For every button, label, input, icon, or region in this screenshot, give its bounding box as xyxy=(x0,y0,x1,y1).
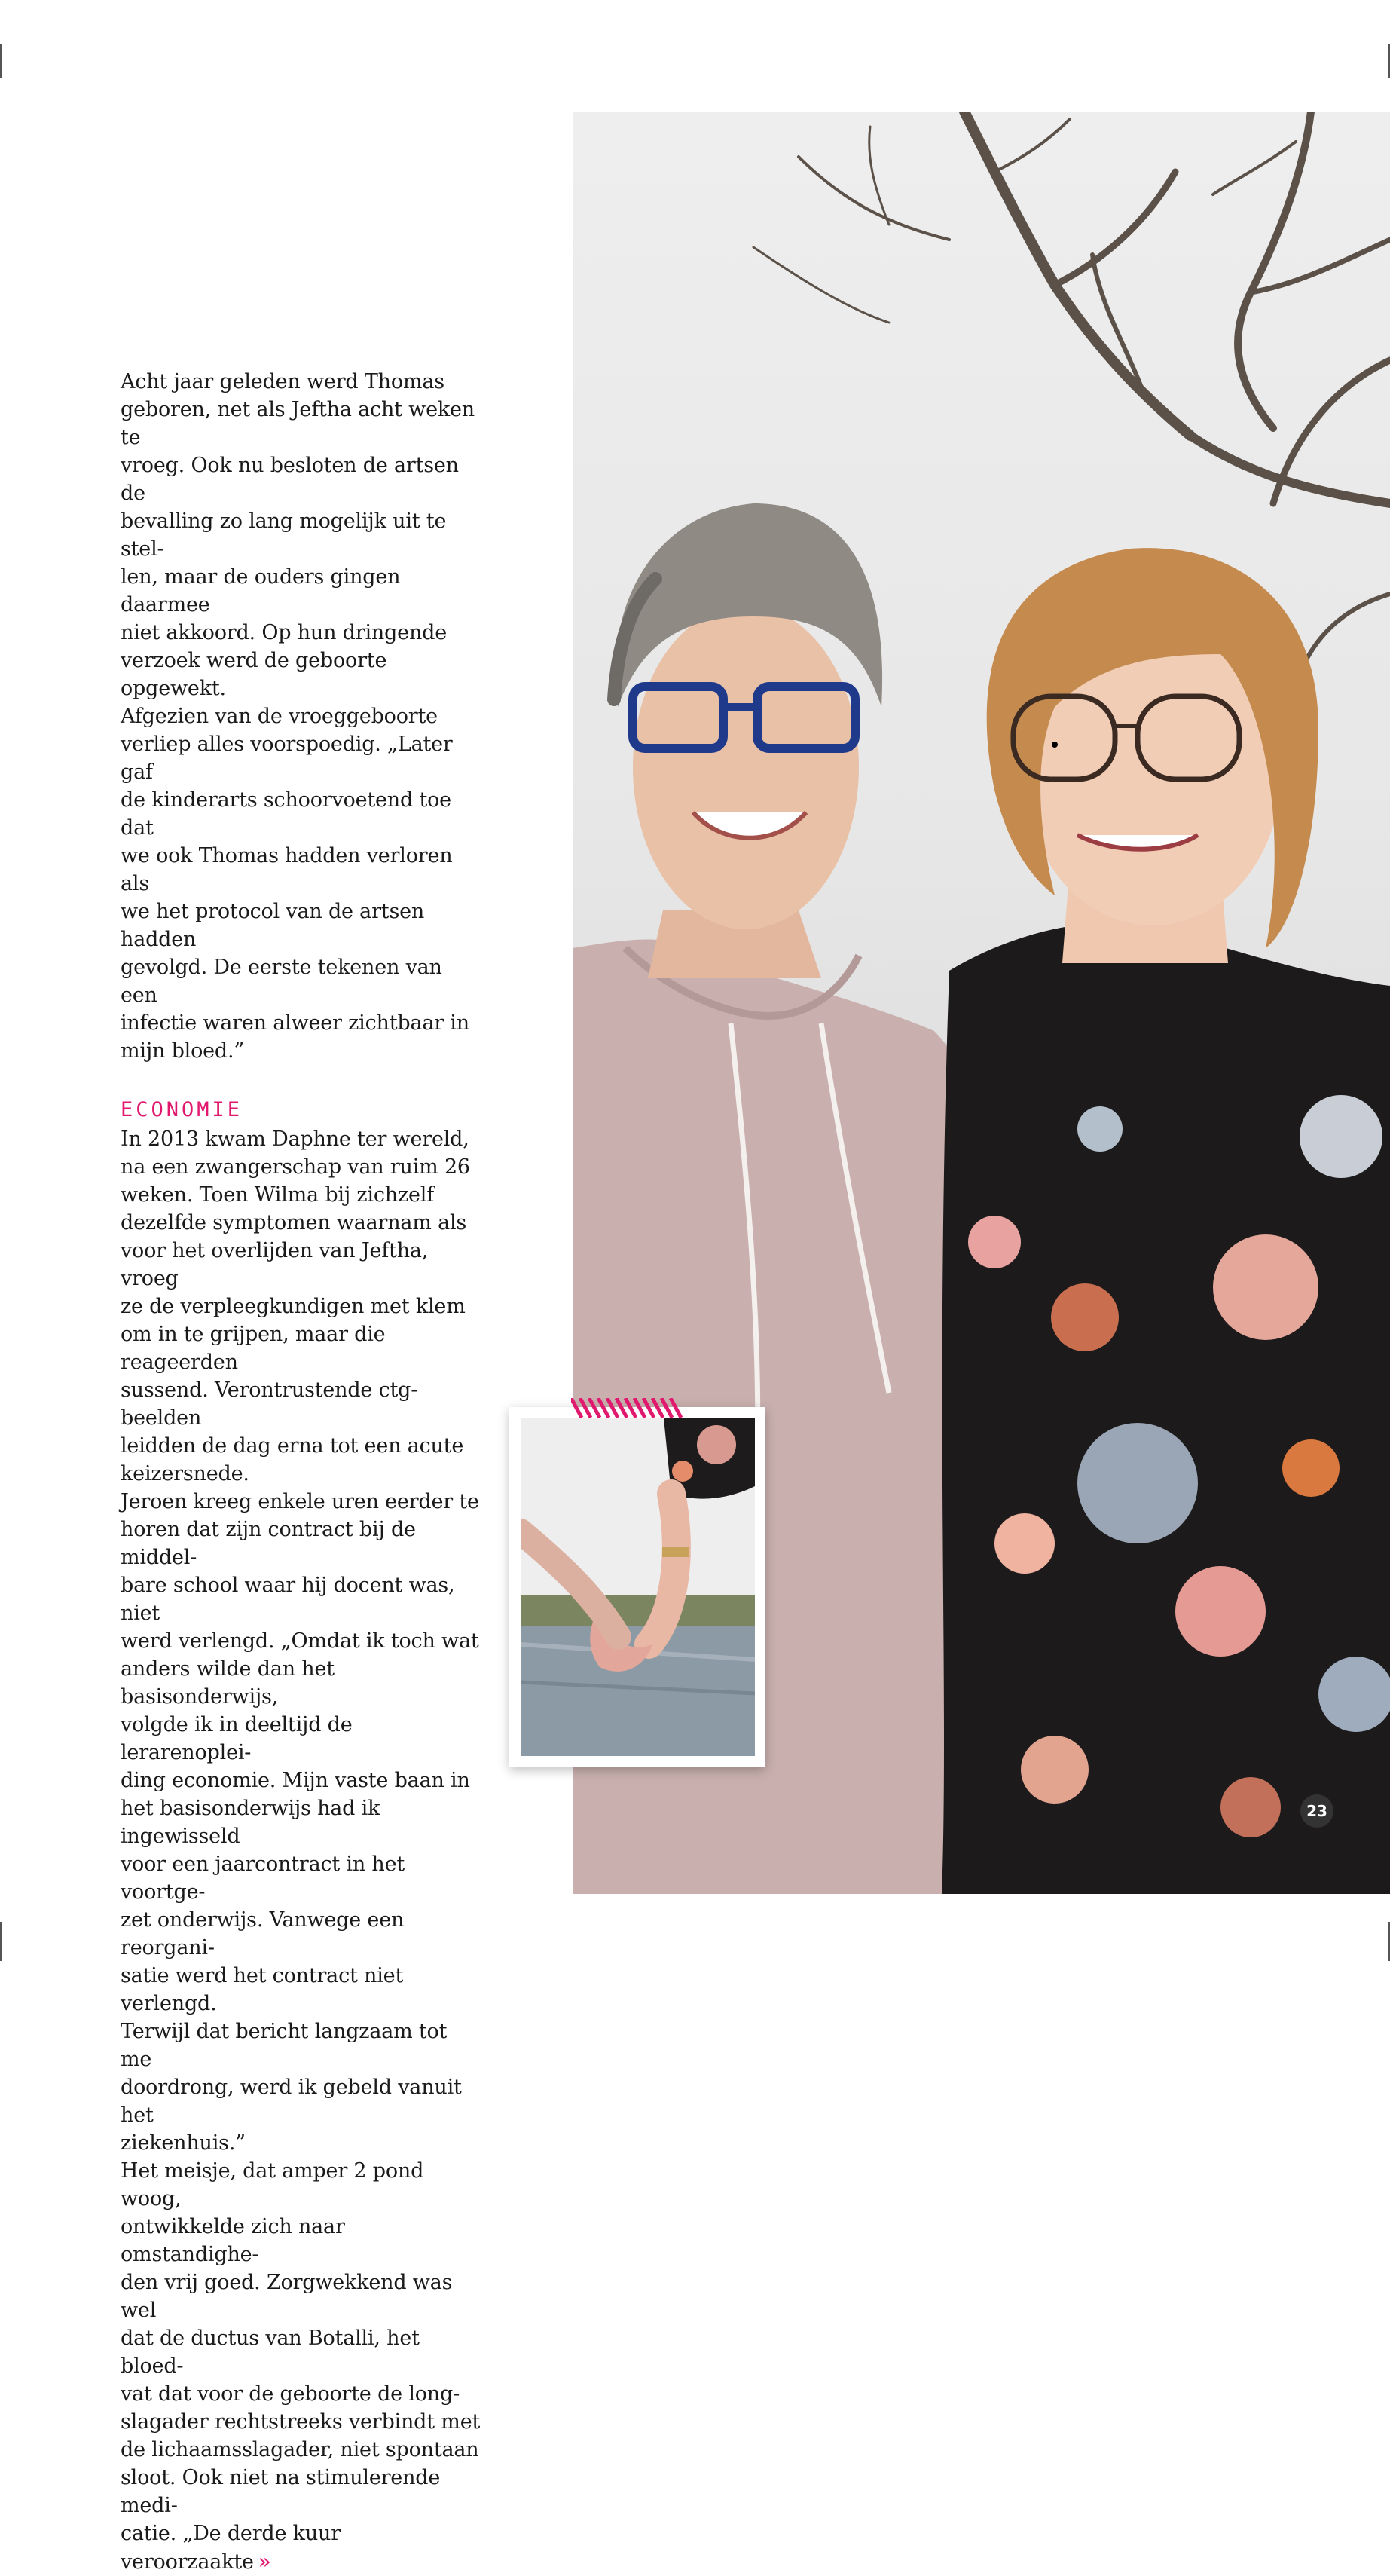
holding-hands-photo xyxy=(521,1418,755,1756)
article-paragraph: Jeroen kreeg enkele uren eerder te horen dat zijn contract bij de middel- bare school waar hij docent was, niet werd verlengd. „Omdat ik toch wat anders wilde dan het basisonderwijs, volgde ik in deeltijd de lerarenoplei- ding economie. Mijn vaste baan in het basisonderwijs had ik ingewisseld voor een jaarcontract in het voortge- zet onderwijs. Vanwege een reorgani- satie werd het contract niet verlengd. Terwijl dat bericht langzaam tot me doordrong, werd ik gebeld vanuit het ziekenhuis.” xyxy=(121,1490,479,2155)
page-number: 23 xyxy=(1300,1794,1333,1828)
article-paragraph xyxy=(121,2157,484,2576)
crop-mark-bottom-left xyxy=(0,1922,2,1961)
pink-hatch-accent xyxy=(571,1398,686,1421)
article-paragraph: Acht jaar geleden werd Thomas geboren, net als Jeftha acht weken te vroeg. Ook nu besloten de artsen de bevalling zo lang mogelijk uit te stel- len, maar de ouders gingen daarmee niet akkoord. Op hun dringende verzoek werd de geboorte opgewekt. Afgezien van de vroeggeboorte verliep alles voorspoedig. „Later gaf de kinderarts schoorvoetend toe dat we ook Thomas hadden verloren als we het protocol van de artsen hadden gevolgd. De eerste tekenen van een infectie waren alweer zichtbaar in mijn bloed.” xyxy=(121,370,475,1063)
article-paragraph-text: Het meisje, dat amper 2 pond woog, ontwikkelde zich naar omstandighe- den vrij goed. Zorgwekkend was wel dat de ductus van Botalli, het bloed- vat dat voor de geboorte de long- slagader rechtstreeks verbindt met de lichaamsslagader, niet spontaan sloot. Ook niet na stimulerende medi- catie. „De derde kuur veroorzaakte xyxy=(121,2159,481,2574)
inset-photo-frame xyxy=(509,1398,765,1775)
crop-mark-top-left xyxy=(0,44,2,78)
article-paragraph: In 2013 kwam Daphne ter wereld, na een zwangerschap van ruim 26 weken. Toen Wilma bij zichzelf dezelfde symptomen waarnam als voor het overlijden van Jeftha, vroeg ze de verpleegkundigen met klem om in te grijpen, maar die reageerden sussend. Verontrustende ctg-beelden leidden de dag erna tot een acute keizersnede. xyxy=(121,1127,470,1485)
inset-photo-card xyxy=(509,1407,765,1767)
section-heading: ECONOMIE xyxy=(121,1098,243,1121)
article-column xyxy=(121,368,484,2576)
continue-arrow-icon: » xyxy=(258,2549,271,2574)
